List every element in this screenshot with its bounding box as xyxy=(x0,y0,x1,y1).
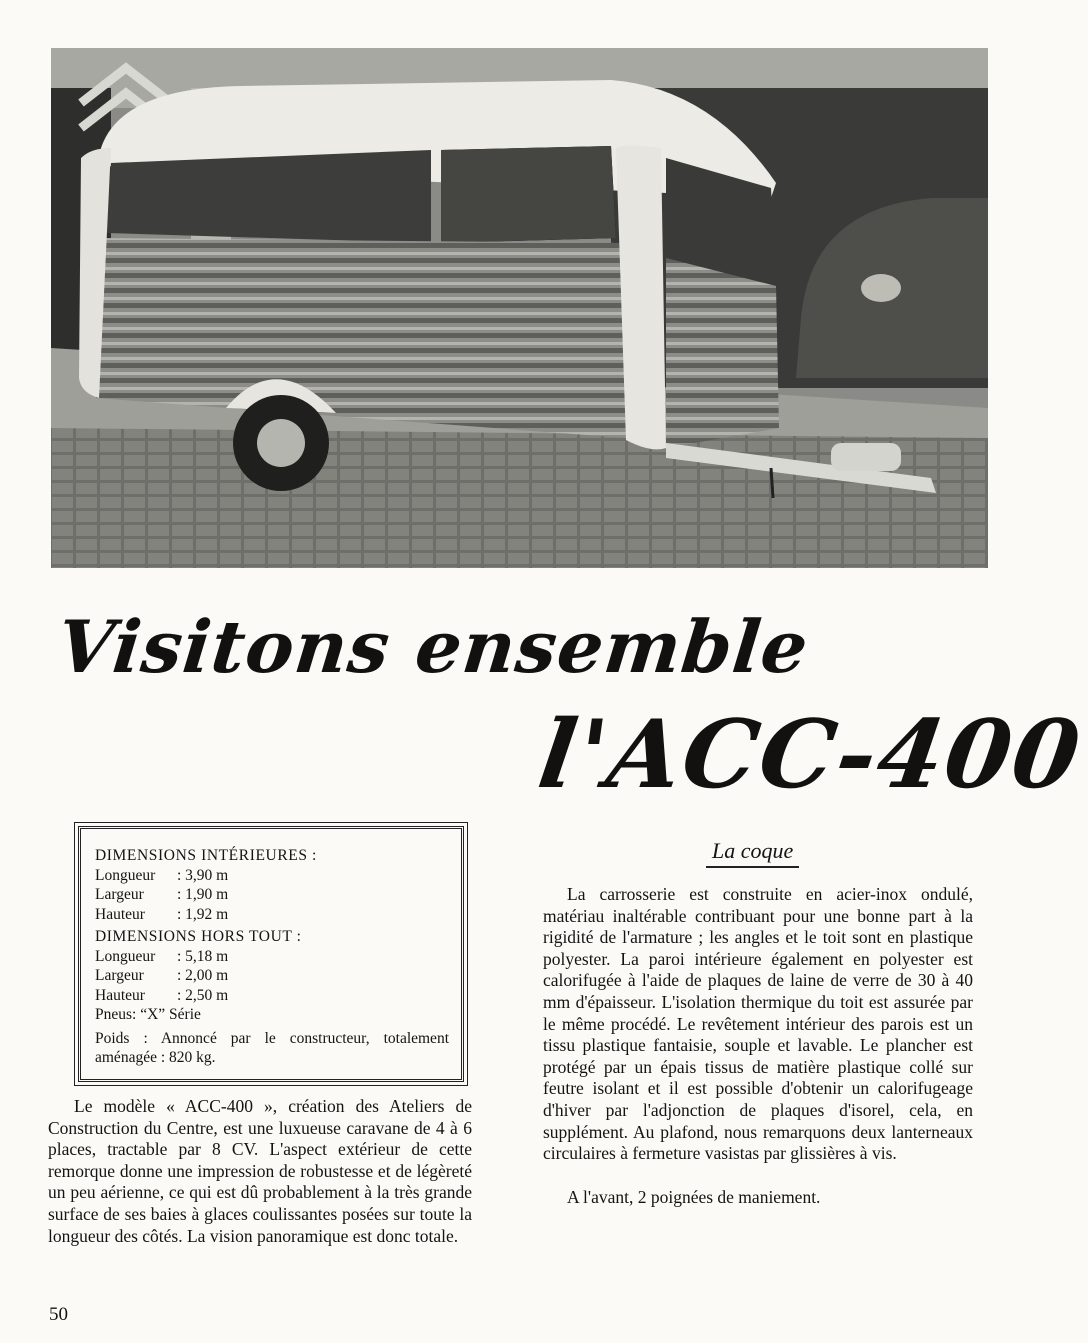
spec-row xyxy=(95,966,449,986)
spec-row xyxy=(95,986,449,1006)
spec-label: Longueur xyxy=(95,947,156,965)
spec-value: : 5,18 m xyxy=(177,947,229,965)
page-number: 50 xyxy=(49,1304,68,1325)
spec-label: Largeur xyxy=(95,967,144,984)
spec-value: : 2,00 m xyxy=(177,967,229,984)
spec-label: Hauteur xyxy=(95,905,145,923)
spec-row xyxy=(95,885,449,905)
spec-value: : 3,90 m xyxy=(177,866,229,884)
body-paragraph: La carrosserie est construite en acier-inox ondulé, matériau inaltérable contribuant pour une bonne part à la rigidité de l'armature ; les angles et le toit sont en plastique polyester. La paroi intérieure également en polyester est calorifugée à l'aide de plaques de laine de verre de 30 à 40 mm d'épaisseur. L'isolation thermique du toit est assurée par le même procédé. Le revêtement intérieur des parois est un tissu plastique fantaisie, souple et lavable. Le plancher est protégé par un épais tissus de matière plastique collé sur feutre isolant et il est possible d'obtenir un calorifugeage d'hiver par l'adjonction de plaques d'isorel, cela, en supplément. Au plafond, nous remarquons deux lanterneaux circulaires à fermeture vasistas par glissières à vis. xyxy=(543,884,973,1164)
caravan-photo xyxy=(51,48,988,568)
body-paragraph: A l'avant, 2 poignées de maniement. xyxy=(567,1186,821,1207)
spec-row xyxy=(95,905,449,925)
exterior-dimensions-heading: DIMENSIONS HORS TOUT : xyxy=(95,928,302,945)
title-line-2: l'ACC-400 xyxy=(532,700,1088,810)
spec-value: : 1,90 m xyxy=(177,886,229,903)
spec-row xyxy=(95,947,449,967)
intro-column xyxy=(48,1096,472,1247)
section-title: La coque xyxy=(706,838,799,868)
spec-row xyxy=(95,866,449,886)
spec-value: : 2,50 m xyxy=(177,986,229,1004)
intro-paragraph: Le modèle « ACC-400 », création des Ateliers de Construction du Centre, est une luxueuse caravane de 4 à 6 places, tractable par 8 CV. L'aspect extérieur de cette remorque donne une impression de robustesse et de légèreté un peu aérienne, ce qui est dû probablement à la très grande surface de ses baies à glaces coulissantes posées sur toute la longueur des côtés. La vision panoramique est donc totale. xyxy=(48,1096,472,1246)
specifications-box xyxy=(78,826,464,1082)
weight-spec: Poids : Annoncé par le constructeur, totalement aménagée : 820 kg. xyxy=(95,1029,449,1066)
spec-label: Longueur xyxy=(95,866,156,884)
interior-dimensions-heading: DIMENSIONS INTÉRIEURES : xyxy=(95,847,317,864)
title-line-1: Visitons ensemble xyxy=(53,604,813,689)
tyres-spec: Pneus: “X” Série xyxy=(95,1006,201,1023)
spec-label: Hauteur xyxy=(95,986,145,1004)
hull-column xyxy=(543,884,973,1208)
spec-label: Largeur xyxy=(95,886,144,903)
spec-value: : 1,92 m xyxy=(177,905,229,923)
